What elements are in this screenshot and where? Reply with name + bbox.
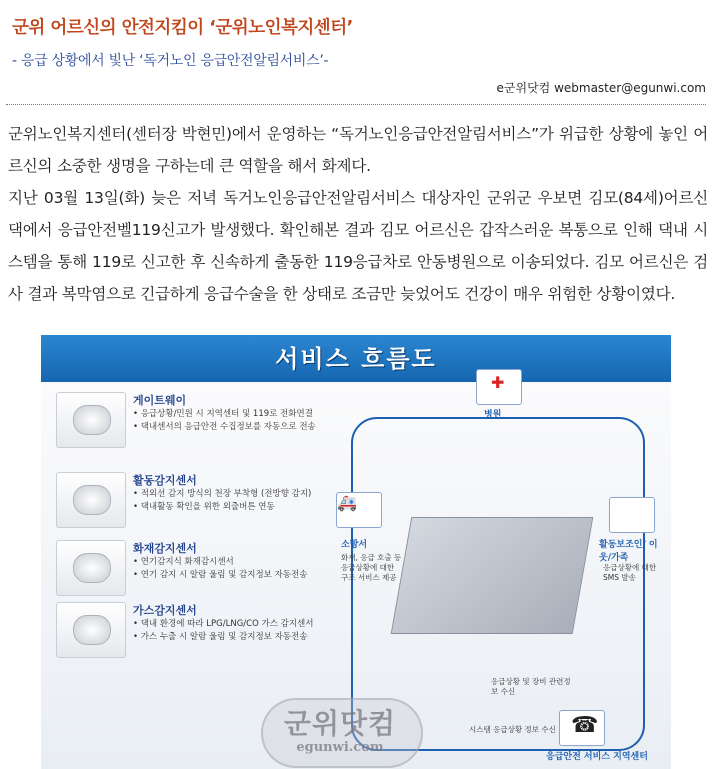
device-name: 게이트웨이 xyxy=(133,394,187,407)
phone-icon xyxy=(559,710,605,746)
device-list xyxy=(51,392,336,692)
fire-station-desc: 화재, 응급 호출 등 응급상황에 대한 구조 서비스 제공 xyxy=(341,553,402,582)
device-bullet: • 연기감지식 화재감시센서 xyxy=(133,556,333,569)
motion-sensor-icon xyxy=(56,472,126,528)
device-name: 활동감지센서 xyxy=(133,474,197,487)
device-bullet: • 응급상황/민원 시 지역센터 및 119로 전화연결 xyxy=(133,408,333,421)
paragraph-2: 지난 03월 13일(화) 늦은 저녁 독거노인응급안전알림서비스 대상자인 군위군 우보면 김모(84세)어르신댁에서 응급안전벨119신고가 발생했다. 확인해본 결과 김모 어르신은 갑작스러운 복통으로 인해 댁내 시스템을 통해 119로 신고한 후 신속하게 출동한 119응급차로 안동병원으로 이송되었다. 김모 어르신은 검사 결과 복막염으로 긴급하게 응급수술을 한 상태로 조금만 늦었어도 건강이 매우 위험한 상황이였다. xyxy=(8,189,708,303)
ambulance-icon xyxy=(336,492,382,528)
smoke-sensor-icon xyxy=(56,540,126,596)
watermark-main: 군위닷컴 xyxy=(283,707,397,740)
people-icon xyxy=(609,497,655,533)
header-divider xyxy=(6,104,706,105)
center-desc: 응급상황 및 장비 관련정보 수신 xyxy=(491,677,571,696)
device-bullet: • 가스 누출 시 알람 울림 및 감지정보 자동전송 xyxy=(133,631,333,644)
fire-station-label: 소방서 xyxy=(341,540,368,550)
device-bullet: • 적외선 감지 방식의 천장 부착형 (전방향 감지) xyxy=(133,488,333,501)
device-name: 화재감지센서 xyxy=(133,542,197,555)
gas-sensor-icon xyxy=(56,602,126,658)
article-byline: e군위닷컴 webmaster@egunwi.com xyxy=(496,81,706,95)
device-bullet: • 연기 감지 시 알람 울림 및 감지정보 자동전송 xyxy=(133,569,333,582)
device-name: 가스감지센서 xyxy=(133,604,197,617)
article-headline: 군위 어르신의 안전지킴이 ‘군위노인복지센터’ xyxy=(12,18,353,38)
helpers-desc: 응급상황에 대한 SMS 발송 xyxy=(603,563,657,582)
house-floorplan xyxy=(391,517,594,634)
figure-header xyxy=(41,335,671,382)
paragraph-1: 군위노인복지센터(센터장 박현민)에서 운영하는 “독거노인응급안전알림서비스”가 위급한 상황에 놓인 어르신의 소중한 생명을 구하는데 큰 역할을 해서 화제다. xyxy=(8,125,708,175)
figure-title: 서비스 흐름도 xyxy=(275,345,437,373)
watermark-sub: egunwi.com xyxy=(296,740,384,755)
center-desc-2: 시스템 응급상황 정보 수신 xyxy=(469,725,556,734)
hospital-label: 병원 xyxy=(484,410,502,420)
center-label: 응급안전 서비스 지역센터 xyxy=(546,752,648,762)
device-bullet: • 댁내센서의 응급안전 수집정보를 자동으로 전송 xyxy=(133,421,333,434)
site-watermark xyxy=(261,690,421,769)
device-bullet: • 댁내활동 확인을 위한 외출버튼 연동 xyxy=(133,501,333,514)
hospital-icon xyxy=(476,369,522,405)
article-body xyxy=(8,118,708,310)
gateway-icon xyxy=(56,392,126,448)
article-subheadline: - 응급 상황에서 빛난 ‘독거노인 응급안전알림서비스’- xyxy=(12,53,329,69)
device-bullet: • 댁내 환경에 따라 LPG/LNG/CO 가스 감지센서 xyxy=(133,618,333,631)
helpers-label: 활동보조인/ 이웃/가족 xyxy=(599,540,658,563)
